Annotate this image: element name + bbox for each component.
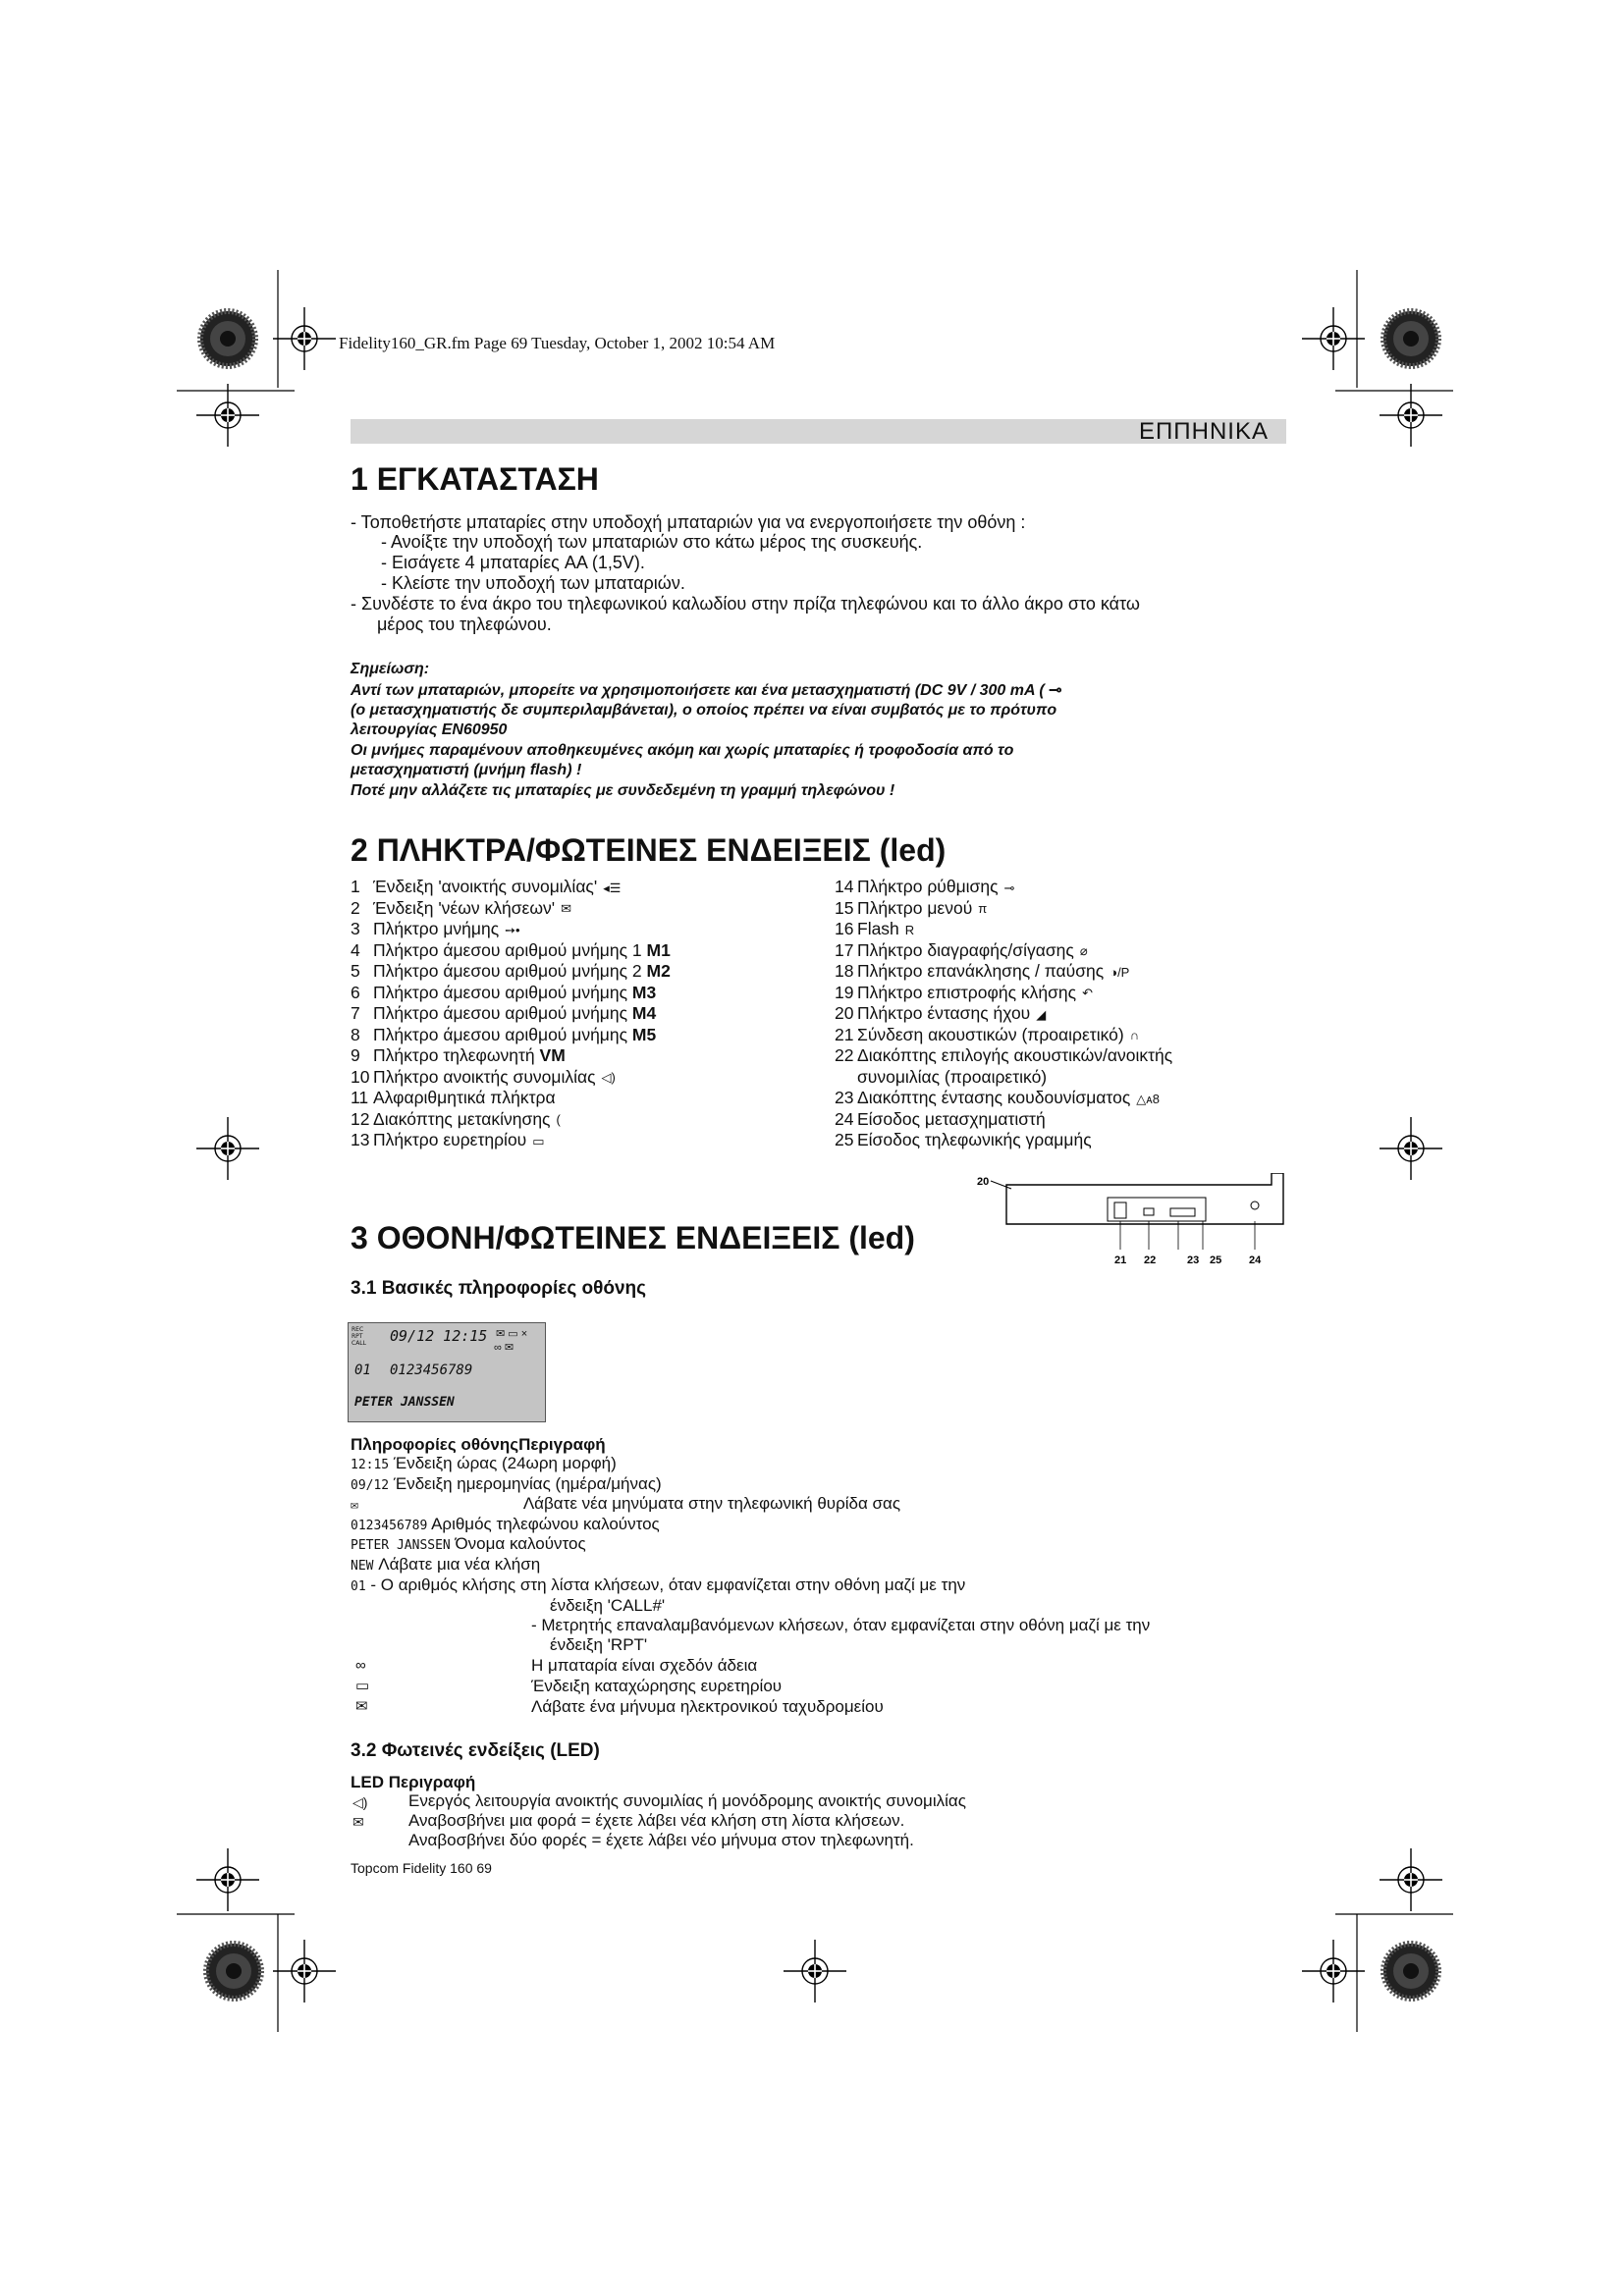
key-number: 23 [835,1088,854,1107]
info-header: Πληροφορίες οθόνηςΠεριγραφή [351,1435,606,1454]
info-line [351,1474,965,1495]
lcd-name: PETER JANSSEN [354,1395,455,1410]
key-label: Πλήκτρο άμεσου αριθμού μνήμης 1 [373,939,647,960]
key-number: 21 [835,1024,854,1044]
key-symbol-icon: ✉ [561,901,571,917]
key-label: Πλήκτρο ευρετηρίου [373,1130,527,1149]
key-label: Ένδειξη 'ανοικτής συνομιλίας' [373,877,598,896]
key-list-item [835,919,1172,940]
key-label: Πλήκτρο επανάκλησης / παύσης [857,961,1105,981]
s1-line: - Ανοίξτε την υποδοχή των μπαταριών στο κάτω μέρος της συσκευής. [381,532,923,552]
note-line: Οι μνήμες παραμένουν αποθηκευμένες ακόμη και χωρίς μπαταρίες ή τροφοδοσία από το [351,742,1014,759]
key-number: 20 [835,1003,854,1023]
key-label: Flash [857,919,899,938]
display-code: 01 [351,1578,366,1594]
key-list-item [835,940,1172,962]
key-code: M1 [646,939,671,960]
key-number: 5 [351,961,360,981]
key-number: 9 [351,1045,360,1065]
key-list-item [351,898,671,920]
s1-line: - Κλείστε την υποδοχή των μπαταριών. [381,573,685,593]
key-list-item [835,898,1172,920]
info-cont: Η μπαταρία είναι σχεδόν άδεια [531,1656,758,1675]
key-label: συνομιλίας (προαιρετικό) [857,1066,1048,1087]
key-symbol-icon: ◂☰ [603,880,622,895]
note-line: Ποτέ μην αλλάζετε τις μπαταρίες με συνδεδεμένη τη γραμμή τηλεφώνου ! [351,782,895,799]
key-number: 1 [351,877,360,896]
note-line: μετασχηματιστή (μνήμη flash) ! [351,762,582,778]
envelope-icon: ✉ [352,1814,364,1830]
display-description: - Ο αριθμός κλήσης στη λίστα κλήσεων, όταν εμφανίζεται στην οθόνη μαζί με την [365,1575,966,1594]
fig-label-24: 24 [1249,1255,1262,1266]
note-label: Σημείωση: [351,661,430,677]
key-number: 15 [835,897,854,918]
print-header: Fidelity160_GR.fm Page 69 Tuesday, October 1, 2002 10:54 AM [339,334,776,352]
key-label: Είσοδος τηλεφωνικής γραμμής [857,1130,1092,1149]
key-symbol-icon: ➙• [505,922,520,937]
lcd-top-icons: ✉ ▭ × [496,1328,528,1340]
key-number: 10 [351,1066,370,1087]
speaker-icon: ◁) [352,1794,368,1810]
info-cont: - Μετρητής επαναλαμβανόμενων κλήσεων, όταν εμφανίζεται στην οθόνη μαζί με την [531,1616,1151,1634]
fig-label-20: 20 [977,1176,990,1188]
key-symbol-icon: ◢ [1036,1006,1047,1022]
key-code: M3 [631,982,657,1002]
key-code: M4 [631,1003,657,1023]
info-line [351,1515,965,1535]
side-panel-figure [967,1173,1296,1276]
section3-title: 3 ΟΘΟΝΗ/ΦΩΤΕΙΝΕΣ ΕΝΔΕΙΞΕΙΣ (led) [351,1220,915,1255]
key-list-item [351,961,671,983]
info-line [351,1575,965,1596]
key-number: 2 [351,897,360,918]
key-number: 4 [351,939,360,960]
keys-list-right [835,877,1172,1151]
battery-low-icon: ∞ [355,1657,366,1674]
key-label: Διακόπτης επιλογής ακουστικών/ανοικτής [857,1045,1173,1065]
key-list-item [351,1130,671,1151]
key-number: 18 [835,961,854,981]
language-label: ΕΠΠΗΝΙΚΑ [1138,418,1269,445]
display-code: 0123456789 [351,1518,428,1533]
s1-line: - Συνδέστε το ένα άκρο του τηλεφωνικού καλωδίου στην πρίζα τηλεφώνου και το άλλο άκρο στο κάτω [351,594,1140,614]
led-line: Αναβοσβήνει δύο φορές = έχετε λάβει νέο μήνυμα στον τηλεφωνητή. [408,1831,914,1849]
key-list-item [835,877,1172,898]
s1-line: - Εισάγετε 4 μπαταρίες AA (1,5V). [381,553,645,572]
lcd-display [348,1322,546,1422]
key-number: 11 [351,1088,369,1107]
key-label: Πλήκτρο ρύθμισης [857,877,999,896]
keys-list-left [351,877,671,1151]
fig-label-21: 21 [1114,1255,1127,1266]
key-number: 22 [835,1045,854,1065]
note-line: (ο μετασχηματιστής δε συμπεριλαμβάνεται), ο οποίος πρέπει να είναι συμβατός με το πρότυπο [351,702,1057,719]
note-line: Αντί των μπαταριών, μπορείτε να χρησιμοποιήσετε και ένα μετασχηματιστή (DC 9V / 300 mA ( ⊸ [351,682,1062,699]
key-list-item [351,940,671,962]
fig-label-22: 22 [1144,1255,1157,1266]
key-number: 14 [835,877,854,896]
s1-line: μέρος του τηλεφώνου. [377,614,552,634]
info-cont: Ένδειξη καταχώρησης ευρετηρίου [531,1677,783,1695]
key-list-item [351,983,671,1004]
subsection-3-1-title: 3.1 Βασικές πληροφορίες οθόνης [351,1278,647,1299]
display-code: ✉ [351,1498,358,1514]
key-list-item [351,919,671,940]
key-list-item [351,1109,671,1131]
info-line [351,1534,965,1555]
key-symbol-icon: ▭ [532,1133,545,1148]
key-code: VM [539,1045,566,1065]
key-label: Αλφαριθμητικά πλήκτρα [373,1088,556,1107]
lcd-mid-icons: ∞ ✉ [494,1342,514,1354]
key-list-item [835,1088,1172,1109]
key-list-item [351,1045,671,1067]
key-number: 8 [351,1024,360,1044]
key-list-item [351,1025,671,1046]
lcd-date-time: 09/12 12:15 [390,1327,488,1345]
key-number: 3 [351,919,360,938]
info-line [351,1494,965,1515]
key-symbol-icon: ( [556,1112,561,1128]
key-number: 12 [351,1108,370,1129]
key-list-item [351,1088,671,1109]
s1-line: - Τοποθετήστε μπαταρίες στην υποδοχή μπαταριών για να ενεργοποιήσετε την οθόνη : [351,512,1026,532]
display-code: 12:15 [351,1458,390,1472]
key-label: Πλήκτρο επιστροφής κλήσης [857,982,1077,1002]
page-footer: Topcom Fidelity 160 69 [351,1860,492,1876]
key-symbol-icon: ⌀ [1079,943,1088,959]
key-number: 16 [835,919,854,938]
led-line: Αναβοσβήνει μια φορά = έχετε λάβει νέα κλήση στη λίστα κλήσεων. [408,1811,905,1830]
key-list-item [835,1025,1172,1046]
key-number: 6 [351,982,360,1002]
language-bar [351,419,1286,444]
info-line [351,1454,965,1474]
display-code: PETER JANSSEN [351,1538,451,1554]
lcd-call-no: 01 [354,1362,371,1378]
key-list-item [835,1130,1172,1151]
display-code: NEW [351,1558,374,1574]
led-header: LED Περιγραφή [351,1773,476,1791]
section2-title: 2 ΠΛΗΚΤΡΑ/ΦΩΤΕΙΝΕΣ ΕΝΔΕΙΞΕΙΣ (led) [351,832,947,868]
section1-title: 1 ΕΓΚΑΤΑΣΤΑΣΗ [351,461,599,497]
key-label: Πλήκτρο έντασης ήχου [857,1003,1031,1023]
key-symbol-icon: R [904,922,915,937]
info-cont: ένδειξη 'CALL#' [550,1596,666,1615]
key-label: Πλήκτρο μενού [857,897,973,918]
display-description: Αριθμός τηλεφώνου καλούντος [427,1514,660,1533]
key-label: Πλήκτρο άμεσου αριθμού μνήμης 2 [373,961,647,981]
lcd-number: 0123456789 [390,1362,473,1378]
key-label: Πλήκτρο τηλεφωνητή [373,1045,540,1065]
key-label: Ένδειξη 'νέων κλήσεων' [373,897,556,918]
key-number: 24 [835,1108,854,1129]
key-list-item [351,1003,671,1025]
fig-label-25: 25 [1210,1255,1222,1266]
key-symbol-icon: △ᴀ8 [1136,1091,1160,1106]
key-list-item [351,877,671,898]
key-label: Διακόπτης έντασης κουδουνίσματος [857,1088,1131,1107]
key-label: Πλήκτρο μνήμης [373,919,500,938]
dc-symbol-icon: ⊸ [1044,682,1062,699]
info-line [351,1555,965,1575]
phonebook-icon: ▭ [355,1678,370,1694]
display-description: Όνομα καλούντος [450,1534,586,1554]
display-description: Λάβατε νέα μηνύματα στην τηλεφωνική θυρίδα σας [522,1494,901,1514]
key-symbol-icon: ◁) [601,1070,616,1086]
key-list-item [835,983,1172,1004]
key-label: Πλήκτρο άμεσου αριθμού μνήμης [373,982,632,1002]
key-list-item [835,1109,1172,1131]
key-label: Πλήκτρο ανοικτής συνομιλίας [373,1066,596,1087]
led-line: Ενεργός λειτουργία ανοικτής συνομιλίας ή μονόδρομης ανοικτής συνομιλίας [408,1791,966,1810]
fig-label-23: 23 [1187,1255,1200,1266]
key-number: 19 [835,982,854,1002]
key-symbol-icon: ∩ [1129,1028,1140,1043]
key-list-item [351,1067,671,1089]
info-block [351,1454,965,1595]
key-symbol-icon: π [978,901,988,917]
key-symbol-icon: ◑/P [1110,964,1130,980]
key-code: M5 [631,1024,657,1044]
key-number: 17 [835,939,854,960]
key-list-item [835,1003,1172,1025]
key-label: Σύνδεση ακουστικών (προαιρετικό) [857,1024,1124,1044]
key-list-item [835,1067,1172,1089]
key-code: M2 [646,961,671,981]
lcd-tags: REC RPT CALL [352,1326,366,1347]
subsection-3-2-title: 3.2 Φωτεινές ενδείξεις (LED) [351,1740,600,1761]
display-description: Λάβατε μια νέα κλήση [373,1554,541,1574]
key-label: Είσοδος μετασχηματιστή [857,1108,1046,1129]
key-number: 25 [835,1130,854,1149]
note-line: λειτουργίας EN60950 [351,721,508,738]
info-cont: ένδειξη 'RPT' [550,1635,648,1654]
display-description: Ένδειξη ημερομηνίας (ημέρα/μήνας) [389,1473,662,1493]
key-label: Διακόπτης μετακίνησης [373,1108,551,1129]
key-number: 7 [351,1003,360,1023]
info-cont: Λάβατε ένα μήνυμα ηλεκτρονικού ταχυδρομείου [531,1697,884,1716]
key-label: Πλήκτρο διαγραφής/σίγασης [857,939,1074,960]
key-label: Πλήκτρο άμεσου αριθμού μνήμης [373,1003,632,1023]
key-list-item [835,1045,1172,1067]
email-icon: ✉ [355,1698,368,1715]
key-symbol-icon: ⊸ [1003,880,1015,895]
key-number: 13 [351,1130,370,1149]
key-label: Πλήκτρο άμεσου αριθμού μνήμης [373,1024,632,1044]
display-description: Ένδειξη ώρας (24ωρη μορφή) [389,1454,617,1472]
key-list-item [835,961,1172,983]
display-code: 09/12 [351,1477,390,1493]
key-symbol-icon: ↶ [1082,986,1093,1001]
